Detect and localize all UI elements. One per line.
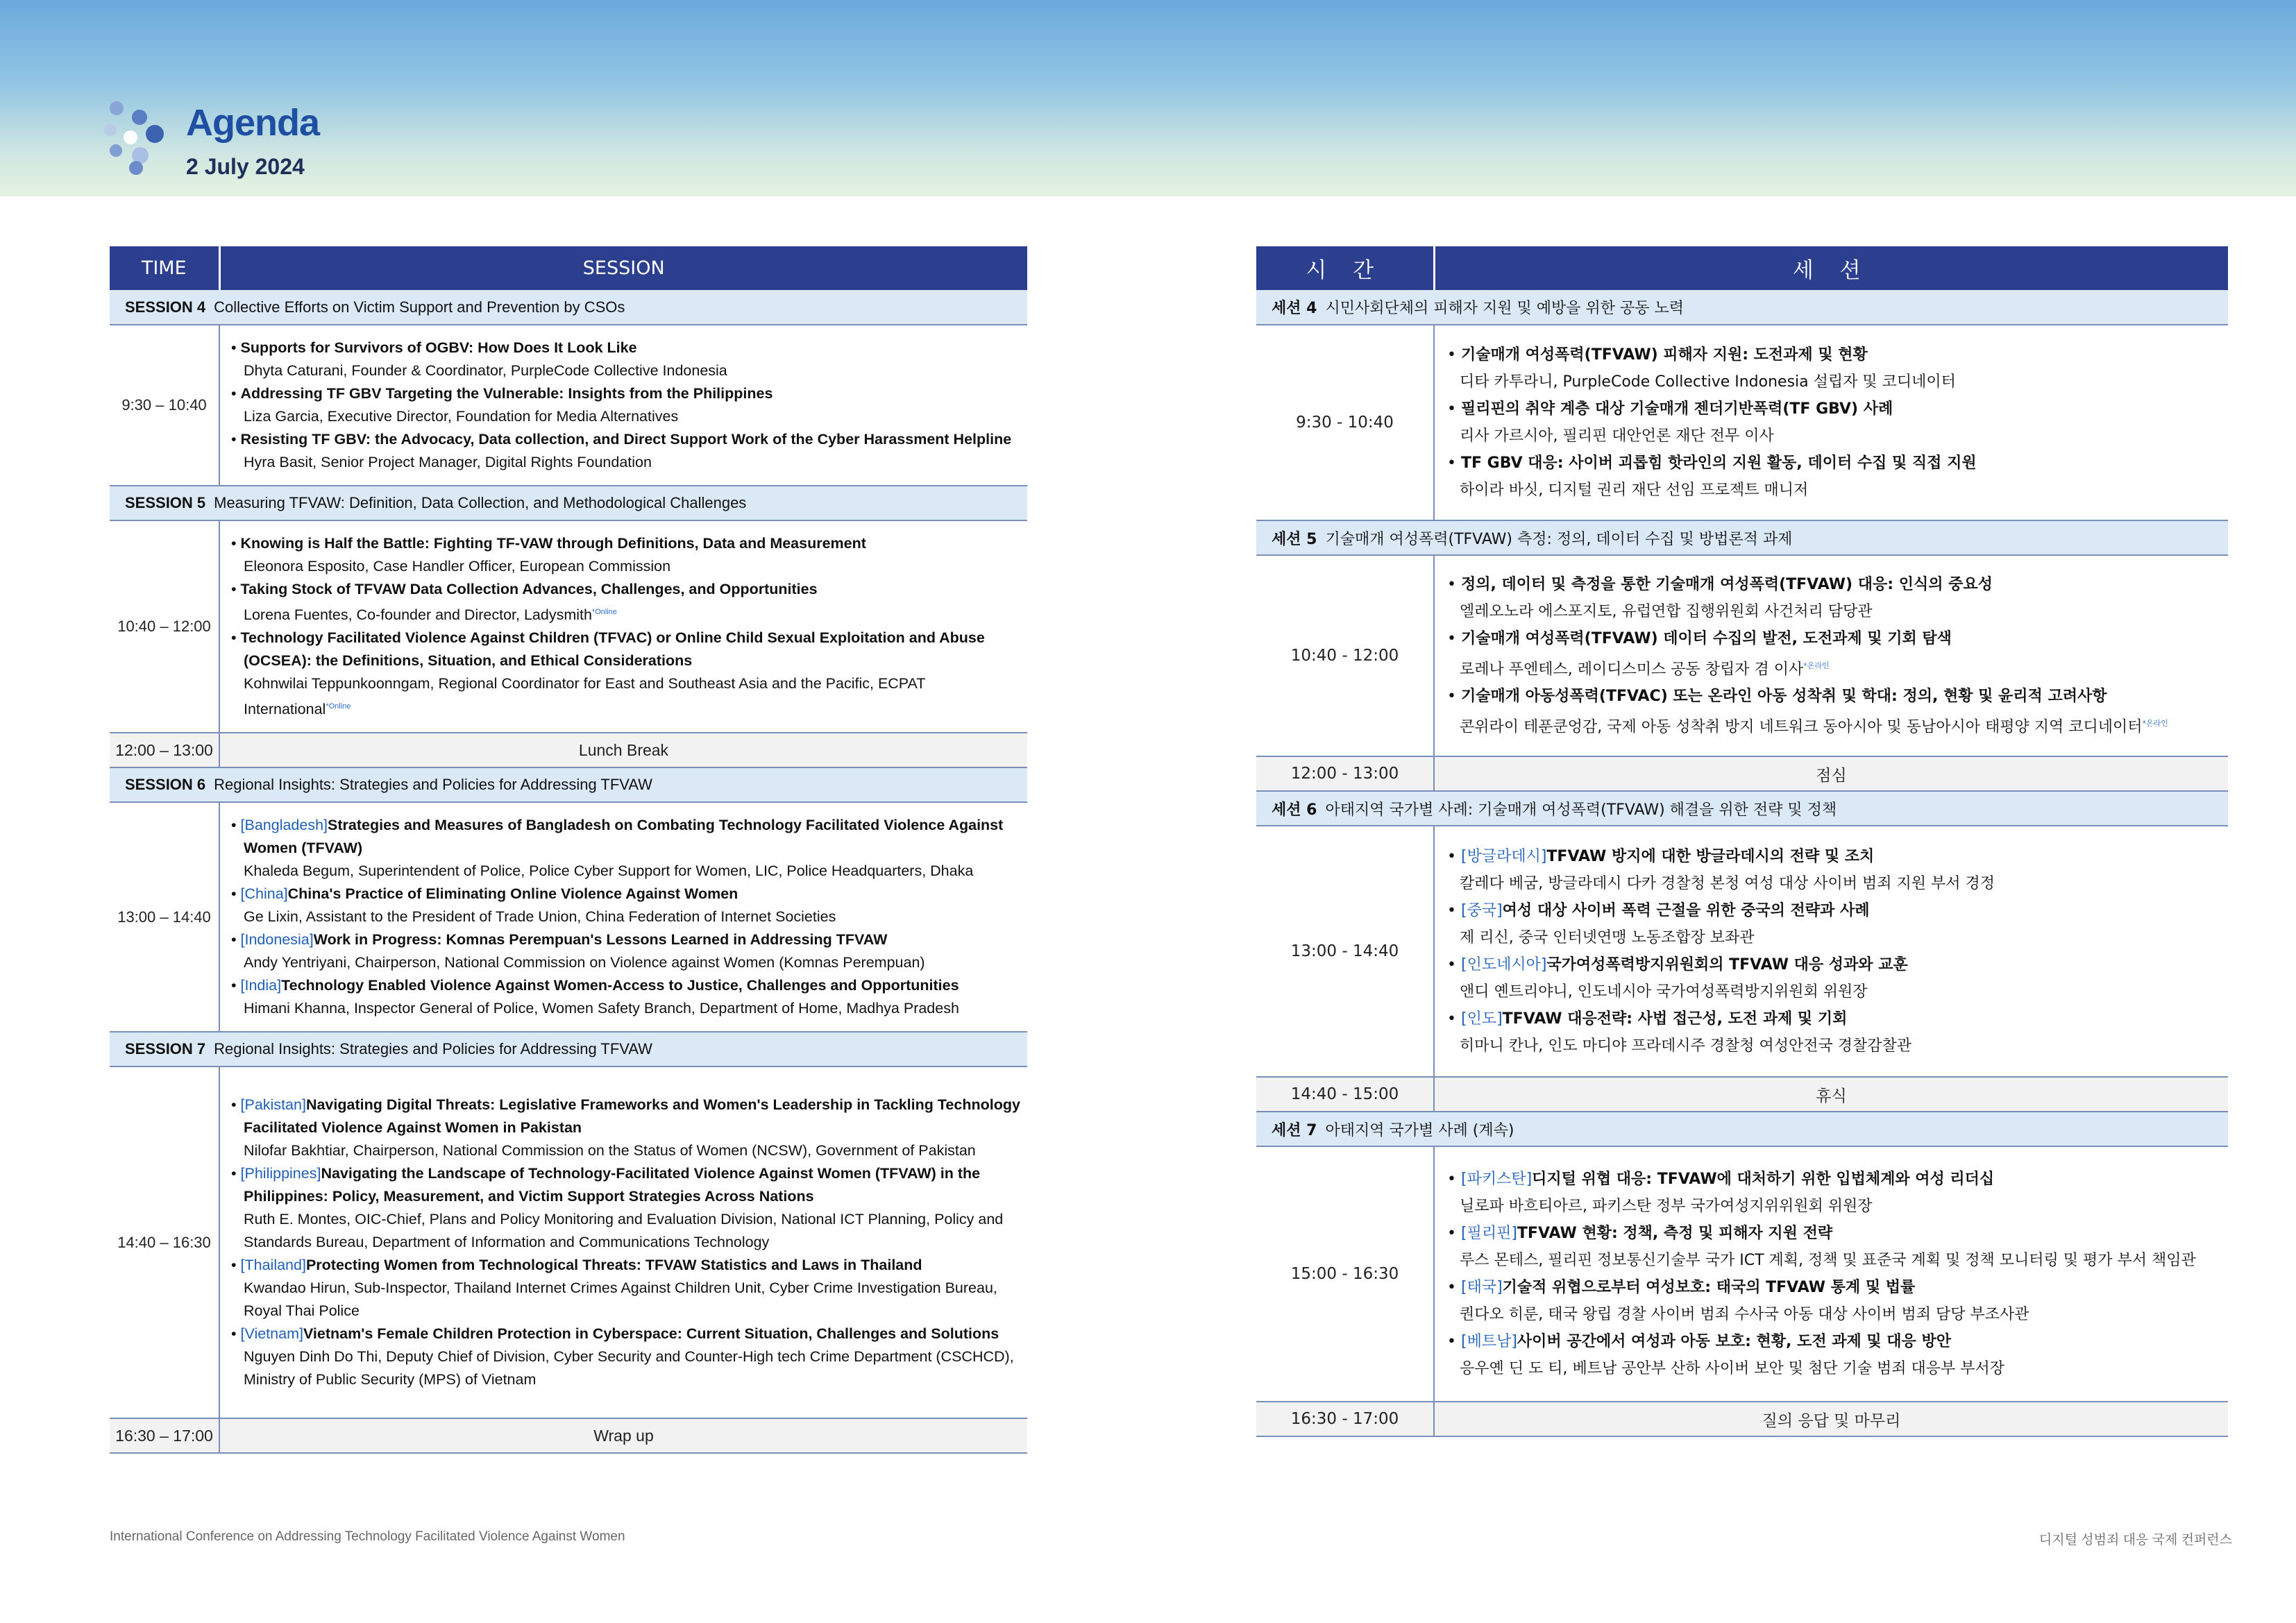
time-cell: 13:00 – 14:40	[110, 802, 219, 1032]
column-header-session: 세 션	[1434, 246, 2228, 290]
session-header-cell	[110, 486, 1027, 520]
talk-title	[231, 1323, 1023, 1345]
speaker-line	[1447, 652, 2224, 683]
talk-title-text: Knowing is Half the Battle: Fighting TF-VAW through Definitions, Data and Measurement	[240, 535, 866, 552]
program-row	[110, 520, 1027, 733]
speaker-text: Kohnwilai Teppunkoonngam, Regional Coordinator for East and Southeast Asia and the Pacific, ECPAT International	[244, 675, 926, 718]
session-number: SESSION 4	[125, 298, 206, 316]
talk-title	[1447, 450, 2224, 477]
session-row	[110, 486, 1027, 520]
session-row	[1256, 290, 2228, 325]
program-cell	[219, 520, 1027, 733]
session-header-cell	[1256, 290, 2228, 325]
speaker-text: Nguyen Dinh Do Thi, Deputy Chief of Division, Cyber Security and Counter-High tech Crime Department (CSCHCD), Ministry of Public Security (MPS) of Vietnam	[244, 1348, 1014, 1388]
speaker-line	[1447, 1033, 2224, 1060]
speaker-text: Ge Lixin, Assistant to the President of Trade Union, China Federation of Internet Societies	[244, 908, 836, 926]
program-row	[1256, 325, 2228, 520]
program-row	[110, 1067, 1027, 1418]
speaker-line	[231, 1208, 1023, 1254]
session-title: 아태지역 국가별 사례 (계속)	[1325, 1121, 1514, 1139]
talk-title-text: 기술매개 여성폭력(TFVAW) 피해자 지원: 도전과제 및 현황	[1460, 346, 1868, 364]
speaker-text: 칼레다 베굼, 방글라데시 다카 경찰청 본청 여성 대상 사이버 범죄 지원 부서 경정	[1460, 875, 1995, 892]
break-row	[110, 733, 1027, 767]
program-item	[231, 627, 1023, 721]
program-item	[1447, 396, 2224, 450]
talk-title	[231, 1094, 1023, 1139]
talk-title-text: Addressing TF GBV Targeting the Vulnerable: Insights from the Philippines	[240, 385, 773, 402]
time-cell: 10:40 - 12:00	[1256, 555, 1434, 756]
speaker-text: Dhyta Caturani, Founder & Coordinator, PurpleCode Collective Indonesia	[244, 362, 727, 379]
talk-title-text: TF GBV 대응: 사이버 괴롭힘 핫라인의 지원 활동, 데이터 수집 및 직접 지원	[1460, 454, 1977, 472]
speaker-line	[1447, 1355, 2224, 1382]
session-row	[1256, 1112, 2228, 1146]
country-tag: [인도]	[1460, 1010, 1503, 1028]
speaker-line	[1447, 423, 2224, 450]
speaker-line	[231, 1277, 1023, 1323]
speaker-line	[231, 405, 1023, 428]
speaker-text: Khaleda Begum, Superintendent of Police, Police Cyber Support for Women, LIC, Police Headquarters, Dhaka	[244, 863, 974, 880]
session-header-cell	[1256, 520, 2228, 555]
speaker-text: 제 리신, 중국 인터넷연맹 노동조합장 보좌관	[1460, 929, 1755, 946]
speaker-line	[231, 860, 1023, 883]
program-cell	[1434, 325, 2228, 520]
talk-title-text: 기술적 위협으로부터 여성보호: 태국의 TFVAW 통계 및 법률	[1502, 1279, 1916, 1296]
program-item	[231, 578, 1023, 627]
session-title: 기술매개 여성폭력(TFVAW) 측정: 정의, 데이터 수집 및 방법론적 과제	[1325, 530, 1793, 548]
footer-left: International Conference on Addressing Technology Facilitated Violence Against Women	[110, 1529, 625, 1544]
program-row	[1256, 1146, 2228, 1402]
speaker-line	[231, 672, 1023, 721]
program-item	[231, 428, 1023, 474]
speaker-text: Lorena Fuentes, Co-founder and Director, Ladysmith	[244, 606, 592, 624]
program-cell	[1434, 555, 2228, 756]
country-tag: [India]	[240, 977, 282, 994]
talk-title	[231, 578, 1023, 601]
speaker-line	[231, 555, 1023, 578]
speaker-text: 히마니 칸나, 인도 마디야 프라데시주 경찰청 여성안전국 경찰감찰관	[1460, 1037, 1912, 1055]
speaker-line	[1447, 870, 2224, 897]
speaker-line	[1447, 710, 2224, 740]
speaker-line	[231, 1345, 1023, 1391]
session-header-cell	[110, 1032, 1027, 1067]
program-item	[231, 337, 1023, 382]
talk-title-text: 디지털 위협 대응: TFVAW에 대처하기 위한 입법체계와 여성 리더십	[1532, 1171, 1995, 1188]
program-item	[1447, 625, 2224, 683]
program-item	[1447, 897, 2224, 951]
talk-title	[1447, 396, 2224, 423]
talk-title-text: TFVAW 현황: 정책, 측정 및 피해자 지원 전략	[1517, 1225, 1833, 1242]
talk-title	[1447, 951, 2224, 978]
country-tag: [인도네시아]	[1460, 956, 1547, 974]
program-item	[1447, 683, 2224, 740]
talk-title-text: Work in Progress: Komnas Perempuan's Lessons Learned in Addressing TFVAW	[313, 931, 888, 949]
country-tag: [필리핀]	[1460, 1225, 1517, 1242]
session-header-cell	[110, 767, 1027, 802]
talk-title	[231, 428, 1023, 451]
session-header-cell	[1256, 1112, 2228, 1146]
time-cell: 16:30 - 17:00	[1256, 1402, 1434, 1436]
time-cell: 16:30 – 17:00	[110, 1418, 219, 1453]
program-cell	[219, 325, 1027, 486]
page-date: 2 July 2024	[186, 154, 305, 179]
header-banner	[0, 0, 2296, 196]
speaker-line	[1447, 1247, 2224, 1274]
program-item	[231, 1162, 1023, 1254]
country-tag: [Thailand]	[240, 1257, 306, 1274]
country-tag: [Pakistan]	[240, 1096, 306, 1114]
session-title: Regional Insights: Strategies and Policies for Addressing TFVAW	[214, 1040, 652, 1058]
talk-title	[231, 974, 1023, 997]
speaker-line	[231, 601, 1023, 627]
talk-title-text: Technology Enabled Violence Against Women-Access to Justice, Challenges and Opportunities	[281, 977, 959, 994]
online-badge: *Online	[591, 608, 618, 616]
session-row	[1256, 791, 2228, 826]
program-row	[110, 802, 1027, 1032]
column-header-time: 시 간	[1256, 246, 1434, 290]
talk-title-text: Navigating Digital Threats: Legislative Frameworks and Women's Leadership in Tackling Technology Facilitated Violence Against Women in Pakistan	[244, 1096, 1020, 1137]
country-tag: [중국]	[1460, 902, 1503, 919]
speaker-text: Liza Garcia, Executive Director, Foundation for Media Alternatives	[244, 408, 679, 425]
country-tag: [Vietnam]	[240, 1325, 303, 1343]
talk-title-text: Navigating the Landscape of Technology-Facilitated Violence Against Women (TFVAW) in the Philippines: Policy, Measurement, and Victim Support Strategies Across Nations	[244, 1165, 981, 1205]
talk-title-text: 여성 대상 사이버 폭력 근절을 위한 중국의 전략과 사례	[1502, 902, 1870, 919]
program-cell	[219, 802, 1027, 1032]
speaker-line	[1447, 978, 2224, 1005]
speaker-line	[231, 906, 1023, 928]
session-header-cell	[1256, 791, 2228, 826]
speaker-text: 퀀다오 히룬, 태국 왕립 경찰 사이버 범죄 수사국 아동 대상 사이버 범죄 담당 부조사관	[1460, 1306, 2029, 1323]
agenda-table-korean	[1256, 246, 2228, 1437]
speaker-text: Hyra Basit, Senior Project Manager, Digital Rights Foundation	[244, 454, 652, 470]
talk-title-text: Protecting Women from Technological Threats: TFVAW Statistics and Laws in Thailand	[305, 1257, 922, 1274]
talk-title-text: 기술매개 아동성폭력(TFVAC) 또는 온라인 아동 성착취 및 학대: 정의, 현황 및 윤리적 고려사항	[1460, 688, 2107, 705]
break-row	[1256, 1077, 2228, 1112]
session-row	[110, 1032, 1027, 1067]
time-cell: 12:00 – 13:00	[110, 733, 219, 767]
talk-title-text: TFVAW 대응전략: 사법 접근성, 도전 과제 및 기회	[1502, 1010, 1848, 1028]
session-header-cell	[110, 290, 1027, 325]
talk-title	[231, 814, 1023, 860]
speaker-line	[231, 451, 1023, 474]
speaker-text: 리사 가르시아, 필리핀 대안언론 재단 전무 이사	[1460, 427, 1774, 445]
speaker-text: 디타 카투라니, PurpleCode Collective Indonesia 설립자 및 코디네이터	[1460, 373, 1956, 391]
session-title: 아태지역 국가별 사례: 기술매개 여성폭력(TFVAW) 해결을 위한 전략 및 정책	[1325, 801, 1837, 819]
talk-title	[231, 883, 1023, 906]
speaker-line	[1447, 477, 2224, 504]
talk-title-text: Vietnam's Female Children Protection in Cyberspace: Current Situation, Challenges and Solutions	[303, 1325, 999, 1343]
session-row	[110, 290, 1027, 325]
online-badge: *온라인	[1803, 661, 1830, 670]
country-tag: [방글라데시]	[1460, 848, 1547, 865]
program-item	[1447, 1274, 2224, 1328]
speaker-text: Eleonora Esposito, Case Handler Officer, European Commission	[244, 558, 671, 575]
break-label: 점심	[1434, 756, 2228, 791]
speaker-text: Nilofar Bakhtiar, Chairperson, National Commission on the Status of Women (NCSW), Government of Pakistan	[244, 1142, 976, 1159]
talk-title	[1447, 571, 2224, 598]
speaker-text: 루스 몬테스, 필리핀 정보통신기술부 국가 ICT 계획, 정책 및 표준국 계획 및 정책 모니터링 및 평가 부서 책임관	[1460, 1252, 2196, 1269]
speaker-text: Kwandao Hirun, Sub-Inspector, Thailand Internet Crimes Against Children Unit, Cyber Crime Investigation Bureau, Royal Thai Police	[244, 1280, 997, 1320]
column-header-session: SESSION	[219, 246, 1027, 290]
footer-right: 디지털 성범죄 대응 국제 컨퍼런스	[2038, 1533, 2232, 1547]
program-item	[231, 1254, 1023, 1323]
country-tag: [베트남]	[1460, 1333, 1517, 1350]
program-row	[1256, 826, 2228, 1077]
program-item	[231, 883, 1023, 928]
speaker-text: 콘위라이 테푼쿤엉감, 국제 아동 성착취 방지 네트워크 동아시아 및 동남아시아 태평양 지역 코디네이터	[1460, 718, 2143, 736]
speaker-line	[231, 997, 1023, 1020]
speaker-text: 하이라 바싯, 디지털 권리 재단 선임 프로젝트 매니저	[1460, 482, 1809, 499]
time-cell: 10:40 – 12:00	[110, 520, 219, 733]
online-badge: *온라인	[2142, 719, 2168, 728]
program-item	[231, 382, 1023, 428]
time-cell: 15:00 - 16:30	[1256, 1146, 1434, 1402]
session-row	[110, 767, 1027, 802]
program-item	[1447, 843, 2224, 897]
talk-title	[231, 928, 1023, 951]
break-label: 휴식	[1434, 1077, 2228, 1112]
time-cell: 9:30 – 10:40	[110, 325, 219, 486]
session-number: SESSION 6	[125, 776, 206, 794]
break-label: 질의 응답 및 마무리	[1434, 1402, 2228, 1436]
time-cell: 9:30 - 10:40	[1256, 325, 1434, 520]
talk-title	[1447, 1274, 2224, 1301]
time-cell: 12:00 - 13:00	[1256, 756, 1434, 791]
speaker-line	[231, 951, 1023, 974]
program-item	[1447, 1328, 2224, 1382]
talk-title	[1447, 1220, 2224, 1247]
program-row	[110, 325, 1027, 486]
time-cell: 14:40 – 16:30	[110, 1067, 219, 1418]
break-row	[110, 1418, 1027, 1453]
session-number: 세션 7	[1272, 1121, 1317, 1139]
talk-title-text: TFVAW 방지에 대한 방글라데시의 전략 및 조치	[1546, 848, 1875, 865]
talk-title-text: 기술매개 여성폭력(TFVAW) 데이터 수집의 발전, 도전과제 및 기회 탐색	[1460, 629, 1952, 647]
break-row	[1256, 756, 2228, 791]
talk-title-text: 정의, 데이터 및 측정을 통한 기술매개 여성폭력(TFVAW) 대응: 인식의 중요성	[1460, 575, 1993, 593]
program-item	[231, 1094, 1023, 1162]
talk-title	[231, 337, 1023, 359]
program-cell	[1434, 1146, 2228, 1402]
country-tag: [Bangladesh]	[240, 817, 328, 834]
talk-title-text: 사이버 공간에서 여성과 아동 보호: 현황, 도전 과제 및 대응 방안	[1517, 1333, 1951, 1350]
program-item	[1447, 450, 2224, 504]
talk-title	[1447, 843, 2224, 870]
session-title: 시민사회단체의 피해자 지원 및 예방을 위한 공동 노력	[1325, 300, 1684, 317]
session-number: SESSION 7	[125, 1040, 206, 1058]
program-item	[231, 974, 1023, 1020]
talk-title	[1447, 1166, 2224, 1193]
program-row	[1256, 555, 2228, 756]
country-tag: [China]	[240, 885, 288, 903]
session-title: Regional Insights: Strategies and Policies for Addressing TFVAW	[214, 776, 652, 794]
session-number: SESSION 5	[125, 494, 206, 511]
speaker-line	[231, 359, 1023, 382]
talk-title-text: Taking Stock of TFVAW Data Collection Advances, Challenges, and Opportunities	[240, 581, 818, 597]
program-item	[231, 1323, 1023, 1391]
talk-title	[1447, 897, 2224, 924]
talk-title-text: 국가여성폭력방지위원회의 TFVAW 대응 성과와 교훈	[1546, 956, 1908, 974]
program-cell	[219, 1067, 1027, 1418]
talk-title	[231, 382, 1023, 405]
time-cell: 14:40 - 15:00	[1256, 1077, 1434, 1112]
country-tag: [Philippines]	[240, 1165, 321, 1182]
talk-title	[231, 532, 1023, 555]
talk-title-text: Resisting TF GBV: the Advocacy, Data collection, and Direct Support Work of the Cyber Harassment Helpline	[240, 431, 1012, 448]
talk-title	[231, 1162, 1023, 1208]
speaker-line	[1447, 1301, 2224, 1328]
program-item	[1447, 951, 2224, 1005]
program-item	[231, 814, 1023, 883]
program-item	[1447, 341, 2224, 396]
program-cell	[1434, 826, 2228, 1077]
session-number: 세션 4	[1272, 300, 1317, 317]
program-item	[231, 532, 1023, 578]
break-row	[1256, 1402, 2228, 1436]
online-badge: *Online	[326, 702, 351, 711]
time-cell: 13:00 - 14:40	[1256, 826, 1434, 1077]
speaker-text: 로레나 푸엔테스, 레이디스미스 공동 창립자 겸 이사	[1460, 661, 1804, 678]
program-item	[1447, 1166, 2224, 1220]
break-label: Lunch Break	[219, 733, 1027, 767]
speaker-text: 닐로파 바흐티아르, 파키스탄 정부 국가여성지위위원회 위원장	[1460, 1198, 1873, 1215]
agenda-table-english	[110, 246, 1027, 1454]
speaker-text: 엘레오노라 에스포지토, 유럽연합 집행위원회 사건처리 담당관	[1460, 602, 1873, 620]
talk-title	[1447, 1005, 2224, 1033]
program-item	[231, 928, 1023, 974]
column-header-time: TIME	[110, 246, 219, 290]
talk-title-text: Technology Facilitated Violence Against Children (TFVAC) or Online Child Sexual Exploitation and Abuse (OCSEA): the Definitions, Situation, and Ethical Considerations	[240, 629, 985, 670]
talk-title-text: Supports for Survivors of OGBV: How Does It Look Like	[240, 339, 637, 356]
talk-title	[1447, 1328, 2224, 1355]
talk-title	[231, 627, 1023, 672]
speaker-line	[1447, 598, 2224, 625]
session-number: 세션 6	[1272, 801, 1317, 819]
country-tag: [파키스탄]	[1460, 1171, 1533, 1188]
logo-dots-icon	[104, 97, 180, 180]
program-item	[1447, 1005, 2224, 1060]
program-item	[1447, 1220, 2224, 1274]
speaker-line	[1447, 1193, 2224, 1220]
page-title: Agenda	[186, 102, 320, 144]
talk-title	[1447, 341, 2224, 368]
country-tag: [Indonesia]	[240, 931, 314, 949]
speaker-line	[1447, 924, 2224, 951]
speaker-text: Andy Yentriyani, Chairperson, National Commission on Violence against Women (Komnas Perempuan)	[244, 954, 925, 971]
talk-title-text: China's Practice of Eliminating Online Violence Against Women	[287, 885, 738, 903]
break-label: Wrap up	[219, 1418, 1027, 1453]
speaker-text: 앤디 옌트리야니, 인도네시아 국가여성폭력방지위원회 위원장	[1460, 983, 1868, 1001]
talk-title-text: 필리핀의 취약 계층 대상 기술매개 젠더기반폭력(TF GBV) 사례	[1460, 400, 1893, 418]
session-title: Collective Efforts on Victim Support and Prevention by CSOs	[214, 298, 625, 316]
session-number: 세션 5	[1272, 530, 1317, 548]
talk-title	[1447, 683, 2224, 710]
speaker-text: 응우옌 딘 도 티, 베트남 공안부 산하 사이버 보안 및 첨단 기술 범죄 대응부 부서장	[1460, 1360, 2004, 1377]
speaker-text: Himani Khanna, Inspector General of Police, Women Safety Branch, Department of Home, Madhya Pradesh	[244, 1000, 959, 1017]
country-tag: [태국]	[1460, 1279, 1503, 1296]
session-title: Measuring TFVAW: Definition, Data Collection, and Methodological Challenges	[214, 494, 747, 511]
talk-title-text: Strategies and Measures of Bangladesh on Combating Technology Facilitated Violence Against Women (TFVAW)	[244, 817, 1004, 857]
speaker-line	[231, 1139, 1023, 1162]
session-row	[1256, 520, 2228, 555]
talk-title	[231, 1254, 1023, 1277]
talk-title	[1447, 625, 2224, 652]
speaker-line	[1447, 368, 2224, 396]
speaker-text: Ruth E. Montes, OIC-Chief, Plans and Policy Monitoring and Evaluation Division, National ICT Planning, Policy and Standards Bureau, Department of Information and Communications Technology	[244, 1211, 1004, 1251]
program-item	[1447, 571, 2224, 625]
